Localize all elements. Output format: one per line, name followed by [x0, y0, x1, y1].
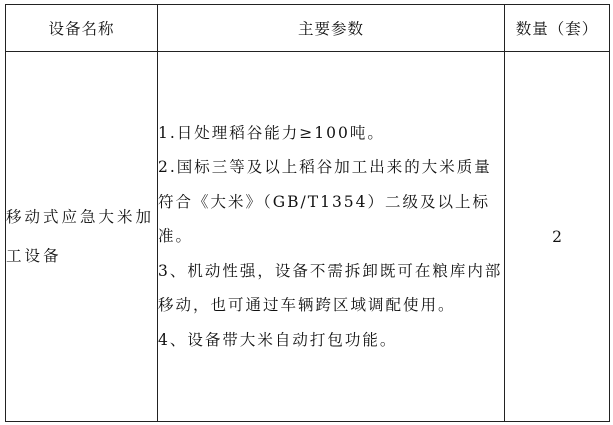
quantity-cell: 2	[505, 52, 610, 422]
header-equipment-name: 设备名称	[6, 5, 158, 52]
table-header-row	[6, 5, 610, 52]
header-main-parameters: 主要参数	[158, 5, 505, 52]
parameter-item-1: 1.日处理稻谷能力≥100吨。	[158, 123, 385, 142]
equipment-name-cell: 移动式应急大米加工设备	[6, 52, 158, 422]
parameters-cell	[158, 52, 505, 422]
table-row	[6, 52, 610, 422]
parameter-item-2: 2.国标三等及以上稻谷加工出来的大米质量符合《大米》（GB/T1354）二级及以上标准。	[158, 158, 492, 246]
header-quantity: 数量（套）	[505, 5, 610, 52]
equipment-spec-table	[5, 4, 610, 422]
parameter-item-4: 4、设备带大米自动打包功能。	[158, 330, 398, 349]
parameter-item-3: 3、机动性强，设备不需拆卸既可在粮库内部移动，也可通过车辆跨区域调配使用。	[158, 261, 503, 315]
